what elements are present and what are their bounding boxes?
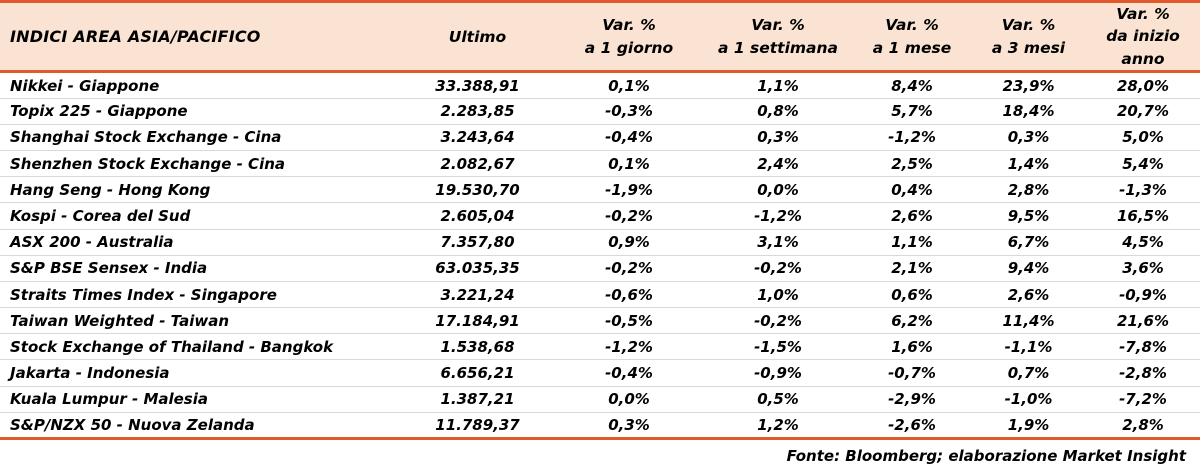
cell-var-1-mese: -1,2% bbox=[853, 124, 971, 150]
cell-var-1-settimana: 1,2% bbox=[703, 412, 853, 438]
cell-var-1-mese: 0,4% bbox=[853, 177, 971, 203]
cell-ultimo: 2.283,85 bbox=[400, 98, 555, 124]
column-header-var-inizio-anno bbox=[1086, 2, 1200, 72]
cell-var-1-settimana: -0,9% bbox=[703, 360, 853, 386]
cell-var-3-mesi: 0,3% bbox=[971, 124, 1086, 150]
cell-index-name: S&P/NZX 50 - Nuova Zelanda bbox=[0, 412, 400, 438]
cell-var-1-settimana: -0,2% bbox=[703, 255, 853, 281]
cell-var-1-settimana: 0,3% bbox=[703, 124, 853, 150]
cell-index-name: ASX 200 - Australia bbox=[0, 229, 400, 255]
cell-index-name: Kuala Lumpur - Malesia bbox=[0, 386, 400, 412]
column-header-var-1-giorno-line2: a 1 giorno bbox=[584, 38, 674, 57]
column-header-ultimo: Ultimo bbox=[400, 2, 555, 72]
cell-var-1-mese: 1,1% bbox=[853, 229, 971, 255]
cell-var-inizio-anno: 16,5% bbox=[1086, 203, 1200, 229]
column-header-var-3-mesi bbox=[971, 2, 1086, 72]
cell-var-1-settimana: 2,4% bbox=[703, 150, 853, 176]
cell-var-inizio-anno: -1,3% bbox=[1086, 177, 1200, 203]
cell-ultimo: 2.082,67 bbox=[400, 150, 555, 176]
column-header-var-3-mesi-line2: a 3 mesi bbox=[991, 38, 1066, 57]
cell-var-inizio-anno: 28,0% bbox=[1086, 72, 1200, 98]
cell-ultimo: 7.357,80 bbox=[400, 229, 555, 255]
cell-var-3-mesi: 1,4% bbox=[971, 150, 1086, 176]
cell-ultimo: 3.221,24 bbox=[400, 281, 555, 307]
cell-ultimo: 19.530,70 bbox=[400, 177, 555, 203]
table-row bbox=[0, 308, 1200, 334]
cell-var-3-mesi: 6,7% bbox=[971, 229, 1086, 255]
cell-ultimo: 6.656,21 bbox=[400, 360, 555, 386]
cell-var-1-giorno: 0,1% bbox=[555, 150, 703, 176]
column-header-var-inizio-anno-line2: da inizio anno bbox=[1106, 27, 1180, 68]
cell-ultimo: 63.035,35 bbox=[400, 255, 555, 281]
cell-var-1-mese: -2,9% bbox=[853, 386, 971, 412]
cell-var-inizio-anno: 4,5% bbox=[1086, 229, 1200, 255]
cell-ultimo: 2.605,04 bbox=[400, 203, 555, 229]
cell-var-1-mese: -2,6% bbox=[853, 412, 971, 438]
cell-var-inizio-anno: 21,6% bbox=[1086, 308, 1200, 334]
cell-ultimo: 17.184,91 bbox=[400, 308, 555, 334]
cell-var-3-mesi: 9,5% bbox=[971, 203, 1086, 229]
cell-ultimo: 1.538,68 bbox=[400, 334, 555, 360]
table-body bbox=[0, 72, 1200, 439]
cell-index-name: Kospi - Corea del Sud bbox=[0, 203, 400, 229]
cell-var-1-giorno: -0,6% bbox=[555, 281, 703, 307]
cell-index-name: Topix 225 - Giappone bbox=[0, 98, 400, 124]
cell-var-1-settimana: 0,8% bbox=[703, 98, 853, 124]
cell-var-1-settimana: 0,5% bbox=[703, 386, 853, 412]
column-header-var-1-mese-line2: a 1 mese bbox=[872, 38, 952, 57]
cell-var-inizio-anno: -7,8% bbox=[1086, 334, 1200, 360]
column-header-var-1-settimana-line1: Var. % bbox=[751, 16, 805, 35]
cell-var-1-settimana: 3,1% bbox=[703, 229, 853, 255]
table-row bbox=[0, 360, 1200, 386]
cell-var-3-mesi: -1,0% bbox=[971, 386, 1086, 412]
cell-var-inizio-anno: 5,4% bbox=[1086, 150, 1200, 176]
table-row bbox=[0, 229, 1200, 255]
cell-var-3-mesi: 18,4% bbox=[971, 98, 1086, 124]
cell-index-name: Taiwan Weighted - Taiwan bbox=[0, 308, 400, 334]
cell-var-1-mese: 2,5% bbox=[853, 150, 971, 176]
cell-var-1-mese: 0,6% bbox=[853, 281, 971, 307]
cell-var-1-giorno: -0,2% bbox=[555, 255, 703, 281]
cell-var-1-giorno: -1,9% bbox=[555, 177, 703, 203]
cell-var-1-mese: 2,6% bbox=[853, 203, 971, 229]
cell-index-name: Nikkei - Giappone bbox=[0, 72, 400, 98]
cell-var-inizio-anno: 2,8% bbox=[1086, 412, 1200, 438]
column-header-var-1-mese-line1: Var. % bbox=[885, 16, 939, 35]
table-row bbox=[0, 203, 1200, 229]
cell-var-1-giorno: -0,2% bbox=[555, 203, 703, 229]
table-row bbox=[0, 177, 1200, 203]
cell-index-name: Straits Times Index - Singapore bbox=[0, 281, 400, 307]
table-header bbox=[0, 2, 1200, 72]
cell-index-name: Shanghai Stock Exchange - Cina bbox=[0, 124, 400, 150]
table-row bbox=[0, 255, 1200, 281]
cell-var-3-mesi: 0,7% bbox=[971, 360, 1086, 386]
column-header-index-name: INDICI AREA ASIA/PACIFICO bbox=[0, 2, 400, 72]
table-row bbox=[0, 281, 1200, 307]
cell-var-1-giorno: 0,3% bbox=[555, 412, 703, 438]
cell-var-3-mesi: 2,6% bbox=[971, 281, 1086, 307]
column-header-var-1-settimana bbox=[703, 2, 853, 72]
table-row bbox=[0, 124, 1200, 150]
cell-var-1-settimana: -1,5% bbox=[703, 334, 853, 360]
table-row bbox=[0, 412, 1200, 438]
cell-var-1-giorno: 0,1% bbox=[555, 72, 703, 98]
column-header-var-1-settimana-line2: a 1 settimana bbox=[717, 38, 838, 57]
cell-var-3-mesi: 23,9% bbox=[971, 72, 1086, 98]
cell-var-inizio-anno: -2,8% bbox=[1086, 360, 1200, 386]
cell-var-1-mese: 5,7% bbox=[853, 98, 971, 124]
header-row bbox=[0, 2, 1200, 72]
table-row bbox=[0, 386, 1200, 412]
cell-var-1-settimana: 1,1% bbox=[703, 72, 853, 98]
cell-var-1-mese: 8,4% bbox=[853, 72, 971, 98]
cell-var-1-giorno: 0,0% bbox=[555, 386, 703, 412]
cell-var-inizio-anno: 3,6% bbox=[1086, 255, 1200, 281]
cell-var-1-giorno: -0,3% bbox=[555, 98, 703, 124]
cell-var-1-settimana: 1,0% bbox=[703, 281, 853, 307]
cell-var-3-mesi: 1,9% bbox=[971, 412, 1086, 438]
table-row bbox=[0, 150, 1200, 176]
cell-ultimo: 33.388,91 bbox=[400, 72, 555, 98]
source-note: Fonte: Bloomberg; elaborazione Market Insight bbox=[786, 447, 1186, 465]
cell-index-name: Shenzhen Stock Exchange - Cina bbox=[0, 150, 400, 176]
cell-var-1-mese: 2,1% bbox=[853, 255, 971, 281]
cell-var-inizio-anno: -7,2% bbox=[1086, 386, 1200, 412]
cell-var-1-mese: 1,6% bbox=[853, 334, 971, 360]
cell-index-name: Jakarta - Indonesia bbox=[0, 360, 400, 386]
cell-ultimo: 3.243,64 bbox=[400, 124, 555, 150]
cell-index-name: Hang Seng - Hong Kong bbox=[0, 177, 400, 203]
column-header-var-inizio-anno-line1: Var. % bbox=[1116, 5, 1170, 23]
cell-var-1-giorno: 0,9% bbox=[555, 229, 703, 255]
cell-index-name: S&P BSE Sensex - India bbox=[0, 255, 400, 281]
table-row bbox=[0, 72, 1200, 98]
table-row bbox=[0, 98, 1200, 124]
cell-ultimo: 1.387,21 bbox=[400, 386, 555, 412]
cell-var-1-mese: 6,2% bbox=[853, 308, 971, 334]
cell-ultimo: 11.789,37 bbox=[400, 412, 555, 438]
cell-var-3-mesi: 9,4% bbox=[971, 255, 1086, 281]
cell-var-1-giorno: -1,2% bbox=[555, 334, 703, 360]
cell-var-3-mesi: 2,8% bbox=[971, 177, 1086, 203]
column-header-var-3-mesi-line1: Var. % bbox=[1001, 16, 1056, 35]
cell-var-1-settimana: -1,2% bbox=[703, 203, 853, 229]
column-header-var-1-giorno-line1: Var. % bbox=[602, 16, 656, 35]
cell-index-name: Stock Exchange of Thailand - Bangkok bbox=[0, 334, 400, 360]
cell-var-inizio-anno: -0,9% bbox=[1086, 281, 1200, 307]
cell-var-1-mese: -0,7% bbox=[853, 360, 971, 386]
column-header-var-1-giorno bbox=[555, 2, 703, 72]
table-row bbox=[0, 334, 1200, 360]
cell-var-1-settimana: 0,0% bbox=[703, 177, 853, 203]
cell-var-1-settimana: -0,2% bbox=[703, 308, 853, 334]
cell-var-3-mesi: 11,4% bbox=[971, 308, 1086, 334]
cell-var-3-mesi: -1,1% bbox=[971, 334, 1086, 360]
cell-var-1-giorno: -0,4% bbox=[555, 360, 703, 386]
column-header-var-1-mese bbox=[853, 2, 971, 72]
cell-var-1-giorno: -0,4% bbox=[555, 124, 703, 150]
cell-var-inizio-anno: 5,0% bbox=[1086, 124, 1200, 150]
cell-var-inizio-anno: 20,7% bbox=[1086, 98, 1200, 124]
cell-var-1-giorno: -0,5% bbox=[555, 308, 703, 334]
